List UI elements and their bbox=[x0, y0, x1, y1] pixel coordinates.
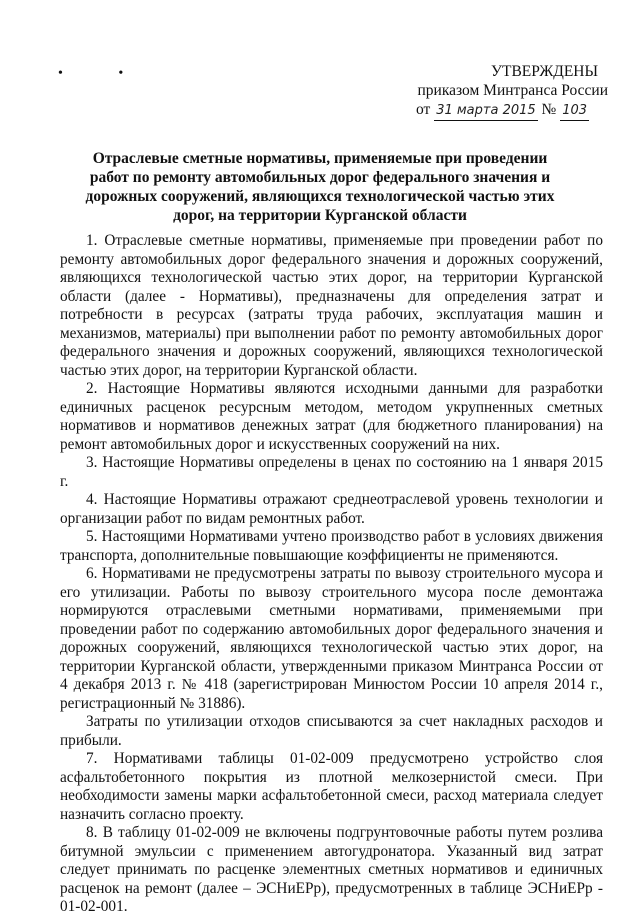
paragraph: 2. Настоящие Нормативы являются исходными данными для разработки единичных расценок ресурсным методом, методом укрупненных сметных нормативов и нормативов денежных затрат (для бюджетного планирования) на ремонт автомобильных дорог и искусственных сооружений на них. bbox=[60, 380, 603, 453]
handwritten-date: 31 марта 2015 bbox=[434, 101, 537, 121]
paragraph: 7. Нормативами таблицы 01-02-009 предусмотрено устройство слоя асфальтобетонного покрытия из плотной мелкозернистой смеси. При необходимости замены марки асфальтобетонной смеси, расход материала следует назначить согласно проекту. bbox=[60, 750, 603, 823]
order-label: приказом Минтранса России bbox=[417, 82, 608, 99]
paragraph: 8. В таблицу 01-02-009 не включены подгрунтовочные работы путем розлива битумной эмульсии с применением автогудронатора. Указанный вид затрат следует принимать по расценке элементных сметных нормативов и единичных расценок на ремонт (далее – ЭСНиЕРр), предусмотренных в таблице ЭСНиЕРр - 01-02-001. bbox=[60, 824, 603, 915]
handwritten-number: 103 bbox=[560, 101, 589, 121]
document-title: Отраслевые сметные нормативы, применяемые при проведении работ по ремонту автомобильных дорог федерального значения и дорожных сооружений, являющихся технологической частью этих дорог, на территории Курганской области bbox=[85, 150, 555, 224]
paragraph: Затраты по утилизации отходов списываются за счет накладных расходов и прибыли. bbox=[60, 713, 603, 749]
paragraph: 3. Настоящие Нормативы определены в ценах по состоянию на 1 января 2015 г. bbox=[60, 454, 603, 490]
number-label: № bbox=[541, 101, 557, 118]
paragraph: 4. Настоящие Нормативы отражают среднеотраслевой уровень технологии и организации работ по видам ремонтных работ. bbox=[60, 491, 603, 527]
approval-block bbox=[408, 62, 608, 121]
from-label: от bbox=[416, 101, 431, 118]
document-body bbox=[60, 232, 603, 917]
paragraph: 1. Отраслевые сметные нормативы, применяемые при проведении работ по ремонту автомобильных дорог федерального значения и дорожных сооружений, являющихся технологической частью этих дорог, на территории Курганской области (далее - Нормативы), предназначены для определения затрат и потребности в ресурсах (затраты труда рабочих, эксплуатация машин и механизмов, материалы) при выполнении работ по ремонту автомобильных дорог федерального значения и дорожных сооружений, являющихся технологической частью этих дорог, на территории Курганской области. bbox=[60, 232, 603, 379]
paragraph: 5. Настоящими Нормативами учтено производство работ в условиях движения транспорта, дополнительные повышающие коэффициенты не применяются. bbox=[60, 528, 603, 564]
margin-marks: • • bbox=[58, 66, 150, 81]
order-date-line bbox=[408, 100, 608, 121]
paragraph: 6. Нормативами не предусмотрены затраты по вывозу строительного мусора и его утилизации. Работы по вывозу строительного мусора после демонтажа нормируются отраслевыми сметными нормативами, применяемыми при проведении работ по содержанию автомобильных дорог федерального значения и дорожных сооружений, являющихся технологической частью этих дорог, на территории Курганской области, утвержденными приказом Минтранса России от 4 декабря 2013 г. № 418 (зарегистрирован Минюстом России 10 апреля 2014 г., регистрационный № 31886). bbox=[60, 565, 603, 712]
approved-label: УТВЕРЖДЕНЫ bbox=[491, 63, 598, 80]
